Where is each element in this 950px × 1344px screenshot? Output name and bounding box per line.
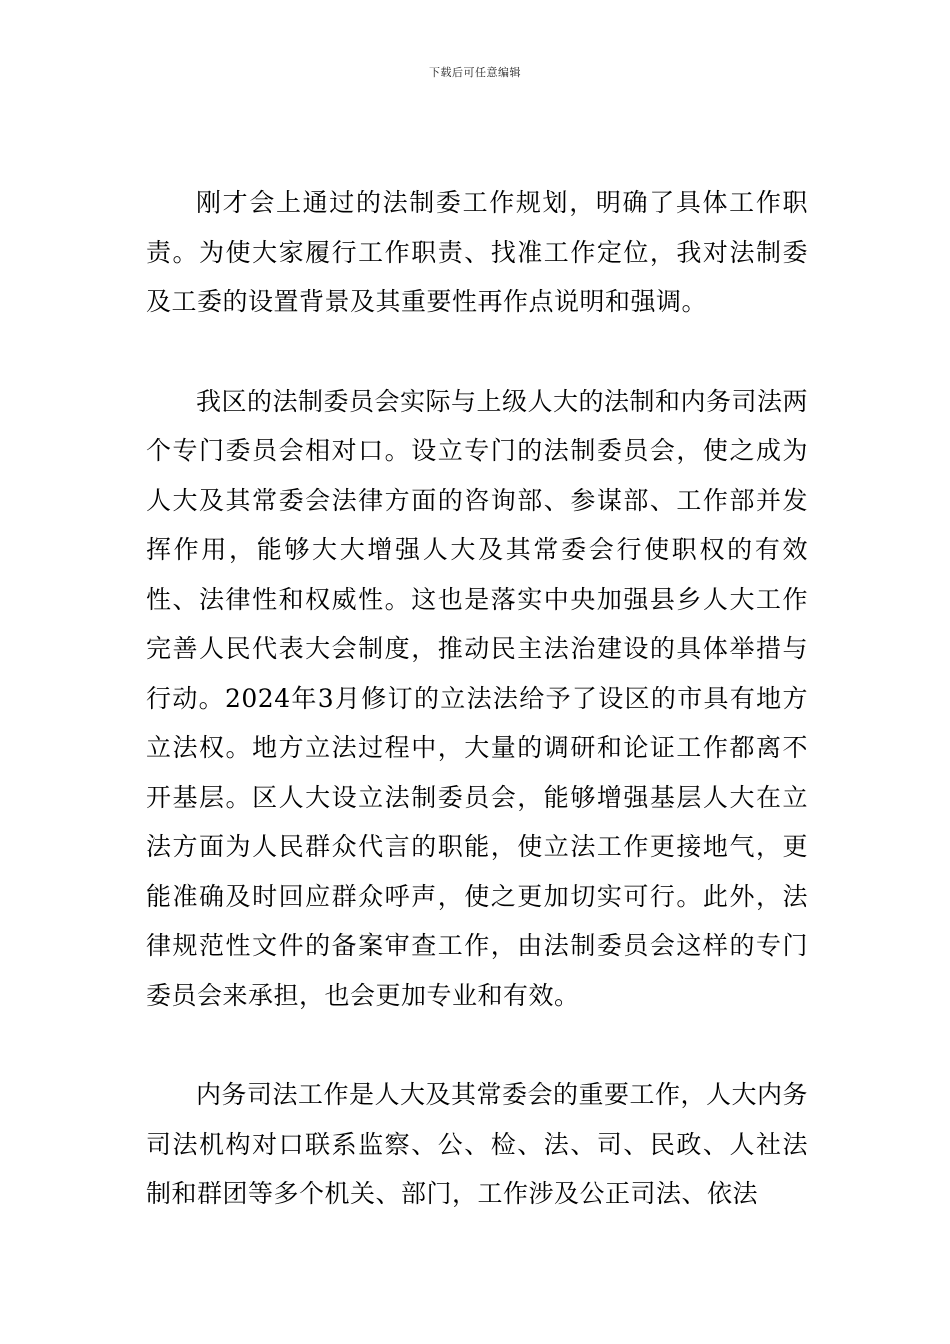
paragraph-3: 内务司法工作是人大及其常委会的重要工作，人大内务司法机构对口联系监察、公、检、法、司、民政、人社法制和群团等多个机关、部门，工作涉及公正司法、依法	[146, 1080, 809, 1208]
paragraph-1: 刚才会上通过的法制委工作规划，明确了具体工作职责。为使大家履行工作职责、找准工作定位，我对法制委及工委的设置背景及其重要性再作点说明和强调。	[146, 188, 808, 316]
paragraph-2: 我区的法制委员会实际与上级人大的法制和内务司法两个专门委员会相对口。设立专门的法制委员会，使之成为人大及其常委会法律方面的咨询部、参谋部、工作部并发挥作用，能够大大增强人大及其常委会行使职权的有效性、法律性和权威性。这也是落实中央加强县乡人大工作完善人民代表大会制度，推动民主法治建设的具体举措与行动。2024年3月修订的立法法给予了设区的市具有地方立法权。地方立法过程中，大量的调研和论证工作都离不开基层。区人大设立法制委员会，能够增强基层人大在立法方面为人民群众代言的职能，使立法工作更接地气，更能准确及时回应群众呼声，使之更加切实可行。此外，法律规范性文件的备案审查工作，由法制委员会这样的专门委员会来承担，也会更加专业和有效。	[146, 386, 809, 1010]
document-body	[146, 178, 808, 1219]
header-note: 下载后可任意编辑	[429, 66, 521, 79]
